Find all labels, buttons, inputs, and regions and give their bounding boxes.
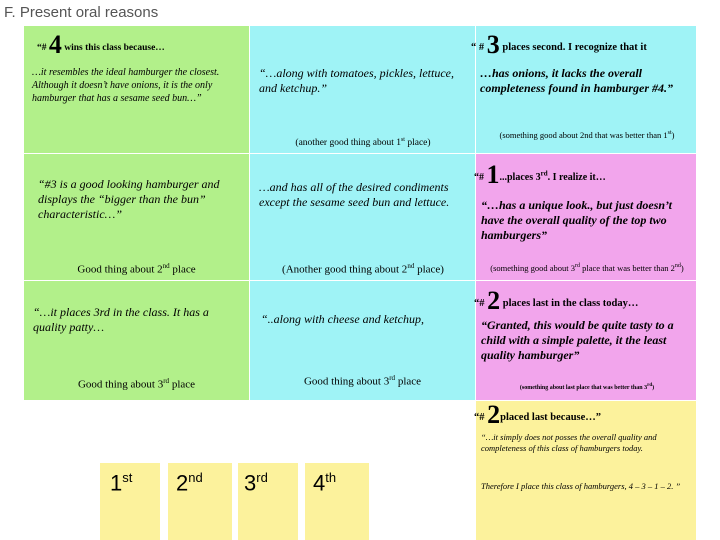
first-place-grant-label: (another good thing about 1st place) [295,137,431,149]
third-place-grant-label: Good thing about 3rd place [303,374,422,388]
second-place-heading: “ # 3 places second. I recognize that it [471,30,647,59]
second-place-grant-label: (Another good thing about 2nd place) [282,262,444,276]
rank-label-first: 1st [110,470,133,496]
third-place-reason: “…it places 3rd in the class. It has a quality patty… [33,305,209,334]
third-place-heading: “# 1...places 3rd. I realize it… [474,160,606,189]
first-place-grant: “…along with tomatoes, pickles, lettuce, and ketchup.” [259,66,454,95]
slide-title: F. Present oral reasons [4,4,159,21]
closing-final-placing: Therefore I place this class of hamburgers, 4 – 3 – 1 – 2. ” [481,481,681,491]
last-place-quote: “Granted, this would be quite tasty to a child with a simple palette, it the least quality hamburger” [481,318,674,362]
second-place-label-left: Good thing about 2nd place [77,262,196,276]
closing-reason: “…it simply does not posses the overall quality and completeness of this class of hamburgers today. [481,432,657,453]
rank-label-third: 3rd [244,470,268,496]
rank-label-fourth: 4th [313,470,337,496]
last-place-label: (something about last place that was better than 3rd) [519,383,655,391]
second-place-quote: …has onions, it lacks the overall completeness found in hamburger #4.” [480,66,674,95]
third-place-label: (something good about 3rd place that was better than 2nd) [490,263,684,273]
second-place-grant: …and has all of the desired condiments except the sesame seed bun and lettuce. [259,180,450,209]
third-place-label-left: Good thing about 3rd place [77,377,196,391]
second-place-label: (something good about 2nd that was better than 1st) [499,130,675,140]
first-place-heading: “# 4 wins this class because… [37,30,165,59]
third-place-grant: “..along with cheese and ketchup, [261,312,424,326]
third-place-quote: “…has a unique look., but just doesn’t have the overall quality of the top two hamburgers” [481,198,672,242]
last-place-heading: “# 2 places last in the class today… [474,286,639,315]
second-place-reason: “#3 is a good looking hamburger and displays the “bigger than the bun” characteristic…” [38,177,220,221]
closing-heading: “# 2placed last because…” [474,400,602,429]
first-place-reason: …it resembles the ideal hamburger the closest. Although it doesn’t have onions, it is the only hamburger that has a sesame seed bun…” [32,67,220,104]
rank-label-second: 2nd [176,470,203,496]
